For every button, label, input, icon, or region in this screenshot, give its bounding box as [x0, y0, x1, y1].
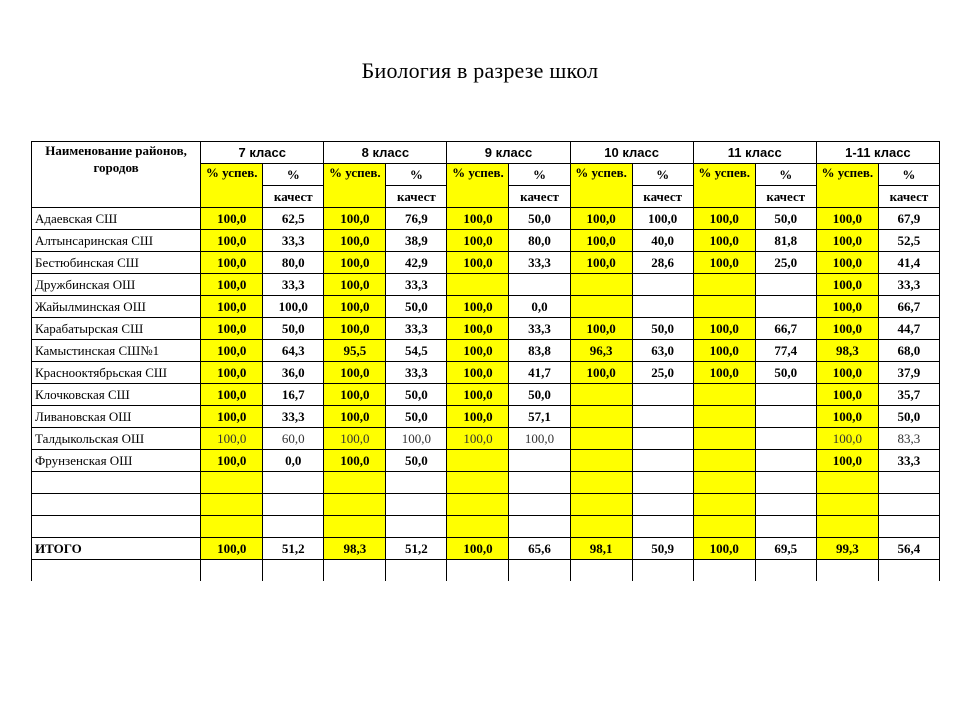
- quality-rate-cell: [386, 516, 447, 538]
- quality-rate-cell: 69,5: [755, 538, 816, 560]
- quality-rate-cell: 33,3: [263, 230, 324, 252]
- quality-rate-cell: [755, 494, 816, 516]
- grade-header-7: 7 класс: [201, 142, 324, 164]
- quality-rate-cell: 44,7: [878, 318, 939, 340]
- quality-rate-cell: [386, 472, 447, 494]
- success-rate-cell: 100,0: [816, 230, 878, 252]
- table-row: [32, 428, 940, 450]
- success-rate-cell: 100,0: [447, 318, 509, 340]
- success-rate-cell: 100,0: [816, 208, 878, 230]
- success-rate-cell: [570, 384, 632, 406]
- quality-rate-cell: 33,3: [263, 406, 324, 428]
- grade-header-9: 9 класс: [447, 142, 570, 164]
- quality-rate-cell: 50,0: [386, 450, 447, 472]
- quality-rate-cell: 42,9: [386, 252, 447, 274]
- success-rate-cell: [447, 494, 509, 516]
- success-rate-cell: [324, 494, 386, 516]
- grade-header-10: 10 класс: [570, 142, 693, 164]
- quality-rate-cell: 62,5: [263, 208, 324, 230]
- success-rate-cell: 100,0: [324, 252, 386, 274]
- quality-rate-cell: [632, 450, 693, 472]
- school-name-cell: [32, 494, 201, 516]
- success-header: % успев.: [324, 164, 386, 208]
- success-rate-cell: [570, 428, 632, 450]
- success-rate-cell: 100,0: [201, 230, 263, 252]
- school-name-cell: Талдыкольская ОШ: [32, 428, 201, 450]
- quality-rate-cell: 50,0: [632, 318, 693, 340]
- success-rate-cell: [570, 450, 632, 472]
- success-rate-cell: 100,0: [693, 230, 755, 252]
- table-row: [32, 230, 940, 252]
- quality-rate-cell: 33,3: [509, 252, 570, 274]
- success-rate-cell: 100,0: [447, 406, 509, 428]
- table-row: [32, 516, 940, 538]
- success-rate-cell: 100,0: [201, 384, 263, 406]
- success-rate-cell: 100,0: [447, 230, 509, 252]
- table-row: [32, 208, 940, 230]
- success-rate-cell: [201, 472, 263, 494]
- success-rate-cell: 100,0: [324, 362, 386, 384]
- quality-rate-cell: [632, 428, 693, 450]
- quality-rate-cell: 33,3: [878, 450, 939, 472]
- success-rate-cell: 100,0: [324, 274, 386, 296]
- name-header-line-1: Наименование районов,: [45, 143, 187, 158]
- quality-rate-cell: 63,0: [632, 340, 693, 362]
- quality-rate-cell: 50,0: [386, 384, 447, 406]
- quality-rate-cell: 50,0: [386, 406, 447, 428]
- success-rate-cell: 100,0: [570, 362, 632, 384]
- success-rate-cell: [447, 450, 509, 472]
- quality-rate-cell: 33,3: [509, 318, 570, 340]
- empty-cell: [32, 560, 201, 582]
- quality-rate-cell: 100,0: [509, 428, 570, 450]
- success-rate-cell: [693, 472, 755, 494]
- table-row: [32, 318, 940, 340]
- success-rate-cell: 100,0: [816, 296, 878, 318]
- success-rate-cell: 100,0: [816, 450, 878, 472]
- total-row: [32, 538, 940, 560]
- success-rate-cell: 100,0: [201, 406, 263, 428]
- quality-header-bottom: качест: [755, 186, 816, 208]
- quality-rate-cell: 100,0: [632, 208, 693, 230]
- school-name-cell: Адаевская СШ: [32, 208, 201, 230]
- quality-header-bottom: качест: [632, 186, 693, 208]
- quality-rate-cell: 50,9: [632, 538, 693, 560]
- quality-rate-cell: [755, 384, 816, 406]
- school-name-cell: Дружбинская ОШ: [32, 274, 201, 296]
- quality-rate-cell: [878, 472, 939, 494]
- success-rate-cell: [447, 472, 509, 494]
- quality-rate-cell: 38,9: [386, 230, 447, 252]
- quality-rate-cell: 77,4: [755, 340, 816, 362]
- quality-rate-cell: [632, 472, 693, 494]
- quality-header-top: %: [755, 164, 816, 186]
- success-rate-cell: [693, 274, 755, 296]
- table-row: [32, 384, 940, 406]
- quality-rate-cell: [632, 516, 693, 538]
- success-rate-cell: 100,0: [324, 406, 386, 428]
- quality-rate-cell: 64,3: [263, 340, 324, 362]
- quality-rate-cell: [632, 274, 693, 296]
- quality-rate-cell: 60,0: [263, 428, 324, 450]
- success-rate-cell: 100,0: [816, 384, 878, 406]
- success-header: % успев.: [816, 164, 878, 208]
- table-row: [32, 252, 940, 274]
- quality-rate-cell: 50,0: [386, 296, 447, 318]
- school-name-cell: Клочковская СШ: [32, 384, 201, 406]
- success-header: % успев.: [201, 164, 263, 208]
- quality-rate-cell: 57,1: [509, 406, 570, 428]
- success-rate-cell: [447, 516, 509, 538]
- quality-rate-cell: [755, 472, 816, 494]
- quality-rate-cell: 0,0: [509, 296, 570, 318]
- success-rate-cell: [324, 472, 386, 494]
- quality-rate-cell: [632, 296, 693, 318]
- empty-cell: [263, 560, 324, 582]
- quality-rate-cell: 80,0: [509, 230, 570, 252]
- grade-header-row: [32, 142, 940, 164]
- quality-rate-cell: 83,3: [878, 428, 939, 450]
- success-rate-cell: [570, 406, 632, 428]
- success-rate-cell: 100,0: [324, 450, 386, 472]
- success-rate-cell: [693, 494, 755, 516]
- success-rate-cell: [570, 274, 632, 296]
- empty-cell: [201, 560, 263, 582]
- success-rate-cell: 98,3: [324, 538, 386, 560]
- success-rate-cell: [201, 516, 263, 538]
- school-name-cell: Фрунзенская ОШ: [32, 450, 201, 472]
- school-name-cell: Алтынсаринская СШ: [32, 230, 201, 252]
- success-rate-cell: [570, 296, 632, 318]
- quality-rate-cell: 25,0: [755, 252, 816, 274]
- empty-cell: [509, 560, 570, 582]
- quality-rate-cell: 50,0: [878, 406, 939, 428]
- quality-rate-cell: [755, 274, 816, 296]
- quality-rate-cell: 40,0: [632, 230, 693, 252]
- quality-rate-cell: 100,0: [263, 296, 324, 318]
- success-rate-cell: 100,0: [816, 252, 878, 274]
- success-rate-cell: 99,3: [816, 538, 878, 560]
- quality-rate-cell: 52,5: [878, 230, 939, 252]
- grade-header-1-11: 1-11 класс: [816, 142, 939, 164]
- success-rate-cell: [693, 516, 755, 538]
- success-rate-cell: 100,0: [570, 208, 632, 230]
- quality-header-bottom: качест: [878, 186, 939, 208]
- quality-rate-cell: 0,0: [263, 450, 324, 472]
- grade-header-11: 11 класс: [693, 142, 816, 164]
- success-rate-cell: [693, 406, 755, 428]
- empty-cell: [878, 560, 939, 582]
- quality-rate-cell: 66,7: [755, 318, 816, 340]
- success-rate-cell: 100,0: [201, 362, 263, 384]
- quality-rate-cell: 41,4: [878, 252, 939, 274]
- quality-header-bottom: качест: [263, 186, 324, 208]
- quality-rate-cell: 56,4: [878, 538, 939, 560]
- success-header: % успев.: [693, 164, 755, 208]
- quality-rate-cell: [755, 428, 816, 450]
- success-rate-cell: 100,0: [201, 428, 263, 450]
- success-rate-cell: 100,0: [201, 208, 263, 230]
- table-row: [32, 362, 940, 384]
- school-name-cell: ИТОГО: [32, 538, 201, 560]
- success-rate-cell: 100,0: [447, 538, 509, 560]
- quality-header-bottom: качест: [509, 186, 570, 208]
- success-rate-cell: 95,5: [324, 340, 386, 362]
- quality-rate-cell: 35,7: [878, 384, 939, 406]
- success-rate-cell: [816, 516, 878, 538]
- quality-rate-cell: [632, 406, 693, 428]
- success-rate-cell: 100,0: [570, 230, 632, 252]
- empty-cell: [570, 560, 632, 582]
- school-name-cell: Жайылминская ОШ: [32, 296, 201, 318]
- success-rate-cell: 100,0: [324, 318, 386, 340]
- quality-rate-cell: 25,0: [632, 362, 693, 384]
- success-rate-cell: 100,0: [693, 318, 755, 340]
- success-rate-cell: [816, 494, 878, 516]
- success-rate-cell: [693, 428, 755, 450]
- quality-rate-cell: 68,0: [878, 340, 939, 362]
- success-rate-cell: 100,0: [324, 428, 386, 450]
- success-rate-cell: [570, 516, 632, 538]
- success-rate-cell: [570, 494, 632, 516]
- quality-rate-cell: 80,0: [263, 252, 324, 274]
- success-rate-cell: 100,0: [201, 538, 263, 560]
- school-name-cell: Бестюбинская СШ: [32, 252, 201, 274]
- table-row: [32, 296, 940, 318]
- quality-rate-cell: 33,3: [386, 318, 447, 340]
- quality-rate-cell: [755, 516, 816, 538]
- quality-rate-cell: [509, 516, 570, 538]
- quality-rate-cell: [263, 472, 324, 494]
- quality-rate-cell: 36,0: [263, 362, 324, 384]
- trailing-row: [32, 560, 940, 582]
- success-rate-cell: 100,0: [324, 230, 386, 252]
- quality-rate-cell: 50,0: [755, 208, 816, 230]
- success-rate-cell: 100,0: [324, 208, 386, 230]
- quality-rate-cell: 37,9: [878, 362, 939, 384]
- quality-rate-cell: [509, 494, 570, 516]
- success-rate-cell: 100,0: [447, 362, 509, 384]
- school-name-cell: [32, 472, 201, 494]
- quality-header-top: %: [632, 164, 693, 186]
- empty-cell: [816, 560, 878, 582]
- success-rate-cell: 100,0: [201, 274, 263, 296]
- quality-rate-cell: 54,5: [386, 340, 447, 362]
- success-rate-cell: [201, 494, 263, 516]
- quality-rate-cell: 28,6: [632, 252, 693, 274]
- success-rate-cell: 100,0: [570, 252, 632, 274]
- table-row: [32, 340, 940, 362]
- quality-rate-cell: 50,0: [509, 384, 570, 406]
- quality-header-top: %: [878, 164, 939, 186]
- success-rate-cell: [570, 472, 632, 494]
- school-name-cell: Ливановская ОШ: [32, 406, 201, 428]
- quality-rate-cell: [632, 384, 693, 406]
- quality-rate-cell: [878, 494, 939, 516]
- table-row: [32, 472, 940, 494]
- quality-rate-cell: 33,3: [386, 362, 447, 384]
- quality-rate-cell: 81,8: [755, 230, 816, 252]
- success-rate-cell: 100,0: [201, 296, 263, 318]
- success-rate-cell: 100,0: [447, 252, 509, 274]
- quality-header-top: %: [263, 164, 324, 186]
- success-rate-cell: [324, 516, 386, 538]
- quality-rate-cell: 76,9: [386, 208, 447, 230]
- quality-rate-cell: 83,8: [509, 340, 570, 362]
- quality-rate-cell: 16,7: [263, 384, 324, 406]
- grade-header-8: 8 класс: [324, 142, 447, 164]
- quality-rate-cell: [509, 450, 570, 472]
- quality-rate-cell: 41,7: [509, 362, 570, 384]
- success-rate-cell: 100,0: [201, 252, 263, 274]
- success-rate-cell: 100,0: [693, 340, 755, 362]
- success-rate-cell: 100,0: [693, 252, 755, 274]
- success-rate-cell: 100,0: [201, 318, 263, 340]
- quality-rate-cell: 67,9: [878, 208, 939, 230]
- table-row: [32, 450, 940, 472]
- success-rate-cell: 100,0: [816, 274, 878, 296]
- quality-rate-cell: 33,3: [878, 274, 939, 296]
- success-rate-cell: 100,0: [693, 538, 755, 560]
- school-name-cell: Камыстинская СШ№1: [32, 340, 201, 362]
- school-name-cell: [32, 516, 201, 538]
- quality-rate-cell: 33,3: [263, 274, 324, 296]
- success-header: % успев.: [570, 164, 632, 208]
- biology-results-table: [31, 141, 940, 581]
- quality-rate-cell: [632, 494, 693, 516]
- quality-rate-cell: 51,2: [386, 538, 447, 560]
- success-rate-cell: 100,0: [816, 406, 878, 428]
- quality-rate-cell: [509, 472, 570, 494]
- success-rate-cell: 98,1: [570, 538, 632, 560]
- quality-rate-cell: [263, 516, 324, 538]
- success-rate-cell: [447, 274, 509, 296]
- success-rate-cell: 100,0: [201, 450, 263, 472]
- quality-rate-cell: 51,2: [263, 538, 324, 560]
- success-rate-cell: [693, 384, 755, 406]
- table-row: [32, 406, 940, 428]
- success-rate-cell: 100,0: [324, 384, 386, 406]
- success-rate-cell: 100,0: [570, 318, 632, 340]
- success-rate-cell: 98,3: [816, 340, 878, 362]
- quality-rate-cell: [755, 296, 816, 318]
- success-rate-cell: 100,0: [816, 362, 878, 384]
- success-header: % успев.: [447, 164, 509, 208]
- quality-rate-cell: [509, 274, 570, 296]
- table-row: [32, 274, 940, 296]
- name-column-header: [32, 142, 201, 208]
- empty-cell: [386, 560, 447, 582]
- name-header-line-2: городов: [93, 160, 139, 175]
- empty-cell: [755, 560, 816, 582]
- success-rate-cell: 100,0: [447, 428, 509, 450]
- quality-rate-cell: [263, 494, 324, 516]
- quality-rate-cell: [755, 450, 816, 472]
- empty-cell: [632, 560, 693, 582]
- empty-cell: [447, 560, 509, 582]
- quality-rate-cell: 50,0: [509, 208, 570, 230]
- empty-cell: [324, 560, 386, 582]
- success-rate-cell: 96,3: [570, 340, 632, 362]
- quality-rate-cell: 33,3: [386, 274, 447, 296]
- success-rate-cell: 100,0: [324, 296, 386, 318]
- quality-rate-cell: 50,0: [263, 318, 324, 340]
- quality-rate-cell: [878, 516, 939, 538]
- quality-rate-cell: 65,6: [509, 538, 570, 560]
- quality-rate-cell: 100,0: [386, 428, 447, 450]
- quality-rate-cell: 50,0: [755, 362, 816, 384]
- success-rate-cell: 100,0: [693, 208, 755, 230]
- success-rate-cell: 100,0: [447, 340, 509, 362]
- school-name-cell: Карабатырская СШ: [32, 318, 201, 340]
- success-rate-cell: 100,0: [816, 318, 878, 340]
- success-rate-cell: 100,0: [447, 208, 509, 230]
- success-rate-cell: 100,0: [201, 340, 263, 362]
- table-row: [32, 494, 940, 516]
- success-rate-cell: [693, 296, 755, 318]
- page-title: Биология в разрезе школ: [361, 58, 599, 83]
- success-rate-cell: 100,0: [447, 296, 509, 318]
- success-rate-cell: [816, 472, 878, 494]
- quality-rate-cell: 66,7: [878, 296, 939, 318]
- quality-rate-cell: [755, 406, 816, 428]
- quality-header-top: %: [509, 164, 570, 186]
- empty-cell: [693, 560, 755, 582]
- success-rate-cell: [693, 450, 755, 472]
- quality-header-bottom: качест: [386, 186, 447, 208]
- quality-header-top: %: [386, 164, 447, 186]
- quality-rate-cell: [386, 494, 447, 516]
- success-rate-cell: 100,0: [447, 384, 509, 406]
- success-rate-cell: 100,0: [816, 428, 878, 450]
- success-rate-cell: 100,0: [693, 362, 755, 384]
- school-name-cell: Краснооктябрьская СШ: [32, 362, 201, 384]
